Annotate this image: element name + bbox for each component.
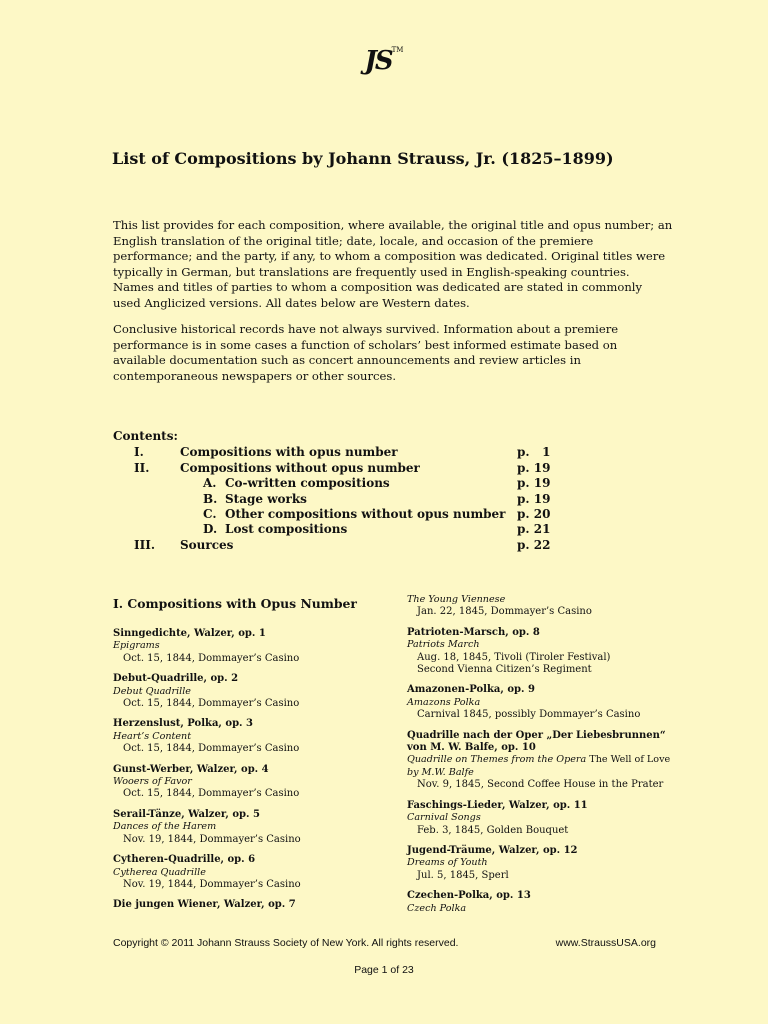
composition-translation: Cytherea Quadrille: [113, 866, 206, 878]
contents-item-label: Sources: [180, 537, 234, 552]
contents-item: [113, 507, 573, 522]
composition-translation: Debut Quadrille: [113, 685, 191, 697]
contents-list: [113, 445, 573, 553]
contents-item-page: p. 19: [517, 491, 551, 506]
contents-heading: Contents:: [113, 429, 178, 443]
composition-translation: Dances of the Harem: [113, 821, 217, 833]
composition-title: Amazonen-Polka, op. 9: [407, 684, 535, 696]
composition-entry: [407, 627, 677, 677]
contents-item: [113, 538, 573, 553]
contents-item-label: Compositions without opus number: [180, 460, 420, 475]
composition-list-left: [113, 628, 383, 912]
composition-entry: [407, 594, 677, 619]
contents-item-page: p. 1: [517, 445, 551, 460]
premiere-detail: Carnival 1845, possibly Dommayer’s Casino: [417, 709, 641, 721]
contents-item-label: Lost compositions: [225, 522, 348, 537]
composition-entry: [113, 899, 383, 911]
composition-title: Gunst-Werber, Walzer, op. 4: [113, 763, 269, 775]
composition-translation: Epigrams: [113, 640, 160, 652]
contents-item-label: Compositions with opus number: [180, 445, 398, 460]
composition-title: Die jungen Wiener, Walzer, op. 7: [113, 899, 296, 911]
page-title: List of Compositions by Johann Strauss, Jr. (1825–1899): [112, 149, 614, 168]
composition-title: Jugend-Träume, Walzer, op. 12: [407, 844, 578, 856]
contents-item-page: p. 21: [517, 522, 551, 537]
composition-translation: Wooers of Favor: [113, 776, 192, 788]
composition-title: Sinngedichte, Walzer, op. 1: [113, 628, 266, 639]
contents-item-page: p. 19: [517, 460, 551, 475]
composition-translation: Amazons Polka: [407, 696, 481, 708]
premiere-detail: Nov. 19, 1844, Dommayer’s Casino: [123, 878, 301, 890]
contents-item: [113, 492, 573, 507]
contents-item: [113, 522, 573, 537]
translation-fragment: by M.W. Balfe: [407, 766, 474, 778]
composition-entry: [407, 800, 677, 837]
contents-item: [113, 445, 573, 460]
contents-item-number: III.: [134, 537, 156, 552]
composition-translation: Carnival Songs: [407, 812, 481, 824]
composition-entry: [407, 684, 677, 721]
composition-entry: [113, 718, 383, 755]
composition-translation: Dreams of Youth: [407, 857, 488, 869]
premiere-detail: Nov. 19, 1844, Dommayer’s Casino: [123, 833, 301, 845]
contents-item-label: Co-written compositions: [225, 476, 390, 491]
trademark-mark: TM: [391, 46, 404, 54]
table-of-contents: [113, 429, 573, 553]
intro-paragraph-1: This list provides for each composition, where available, the original title and opus number; an English translation of the original title; date, locale, and occasion of the premiere performance; and the party, if any, to whom a composition was dedicated. Original titles were typically in German, but translations are frequently used in English-speaking countries. Names and titles of parties to whom a composition was dedicated are stated in commonly used Anglicized versions. All dates below are Western dates.: [113, 218, 673, 310]
composition-translation: [407, 754, 677, 779]
page-number: Page 1 of 23: [354, 964, 414, 976]
composition-title: Faschings-Lieder, Walzer, op. 11: [407, 799, 588, 811]
composition-title: Serail-Tänze, Walzer, op. 5: [113, 808, 260, 820]
contents-item-number: II.: [134, 460, 150, 475]
premiere-detail: Aug. 18, 1845, Tivoli (Tiroler Festival): [417, 651, 611, 663]
contents-item-page: p. 19: [517, 476, 551, 491]
intro-paragraph-2: Conclusive historical records have not always survived. Information about a premiere performance is in some cases a function of scholars’ best informed estimate based on available documentation such as concert announcements and review articles in contemporaneous newspapers or other sources.: [113, 322, 619, 383]
contents-item-number: A.: [203, 476, 217, 491]
composition-translation: Patriots March: [407, 639, 480, 651]
column-left: [113, 594, 383, 920]
composition-title: Herzenslust, Polka, op. 3: [113, 718, 253, 730]
page-footer: [113, 937, 656, 949]
contents-item-number: I.: [134, 445, 144, 460]
logo-text: JS: [364, 46, 392, 76]
contents-item-page: p. 20: [517, 506, 551, 521]
society-logo: [0, 46, 768, 76]
composition-entry: [407, 730, 677, 792]
premiere-detail: Feb. 3, 1845, Golden Bouquet: [417, 824, 569, 836]
contents-item-label: Other compositions without opus number: [225, 506, 506, 521]
contents-item: [113, 476, 573, 491]
contents-item-label: Stage works: [225, 491, 307, 506]
composition-entry: [113, 673, 383, 710]
premiere-detail: Oct. 15, 1844, Dommayer’s Casino: [123, 698, 300, 710]
composition-entry: [113, 628, 383, 665]
composition-title: Quadrille nach der Oper „Der Liebesbrunnen“ von M. W. Balfe, op. 10: [407, 729, 666, 754]
contents-item-number: C.: [203, 506, 217, 521]
premiere-detail: Oct. 15, 1844, Dommayer’s Casino: [123, 788, 300, 800]
composition-entry: [407, 890, 677, 915]
copyright-notice: Copyright © 2011 Johann Strauss Society of New York. All rights reserved.: [113, 937, 459, 949]
contents-item-number: B.: [203, 491, 218, 506]
contents-item-page: p. 22: [517, 537, 551, 552]
contents-item: [113, 461, 573, 476]
premiere-detail: Jul. 5, 1845, Sperl: [417, 869, 509, 881]
composition-translation: The Young Viennese: [407, 594, 506, 605]
composition-entry: [113, 764, 383, 801]
premiere-detail: Second Vienna Citizen’s Regiment: [417, 664, 592, 676]
composition-translation: Heart’s Content: [113, 730, 192, 742]
column-right: [407, 594, 677, 923]
premiere-detail: Oct. 15, 1844, Dommayer’s Casino: [123, 652, 300, 664]
contents-item-number: D.: [203, 522, 218, 537]
composition-list-right: [407, 594, 677, 915]
composition-entry: [407, 845, 677, 882]
premiere-detail: Oct. 15, 1844, Dommayer’s Casino: [123, 743, 300, 755]
composition-title: Debut-Quadrille, op. 2: [113, 673, 239, 685]
website-link[interactable]: www.StraussUSA.org: [555, 937, 656, 949]
composition-entry: [113, 809, 383, 846]
premiere-detail: Nov. 9, 1845, Second Coffee House in the Prater: [417, 779, 664, 791]
composition-title: Cytheren-Quadrille, op. 6: [113, 854, 256, 866]
composition-entry: [113, 854, 383, 891]
translation-fragment: Quadrille on Themes from the Opera: [407, 754, 587, 766]
composition-title: Czechen-Polka, op. 13: [407, 890, 531, 902]
premiere-detail: Jan. 22, 1845, Dommayer’s Casino: [417, 606, 592, 618]
section-heading: I. Compositions with Opus Number: [113, 596, 357, 611]
translation-fragment: The Well of Love: [586, 754, 671, 766]
composition-translation: Czech Polka: [407, 902, 467, 914]
composition-title: Patrioten-Marsch, op. 8: [407, 626, 540, 638]
